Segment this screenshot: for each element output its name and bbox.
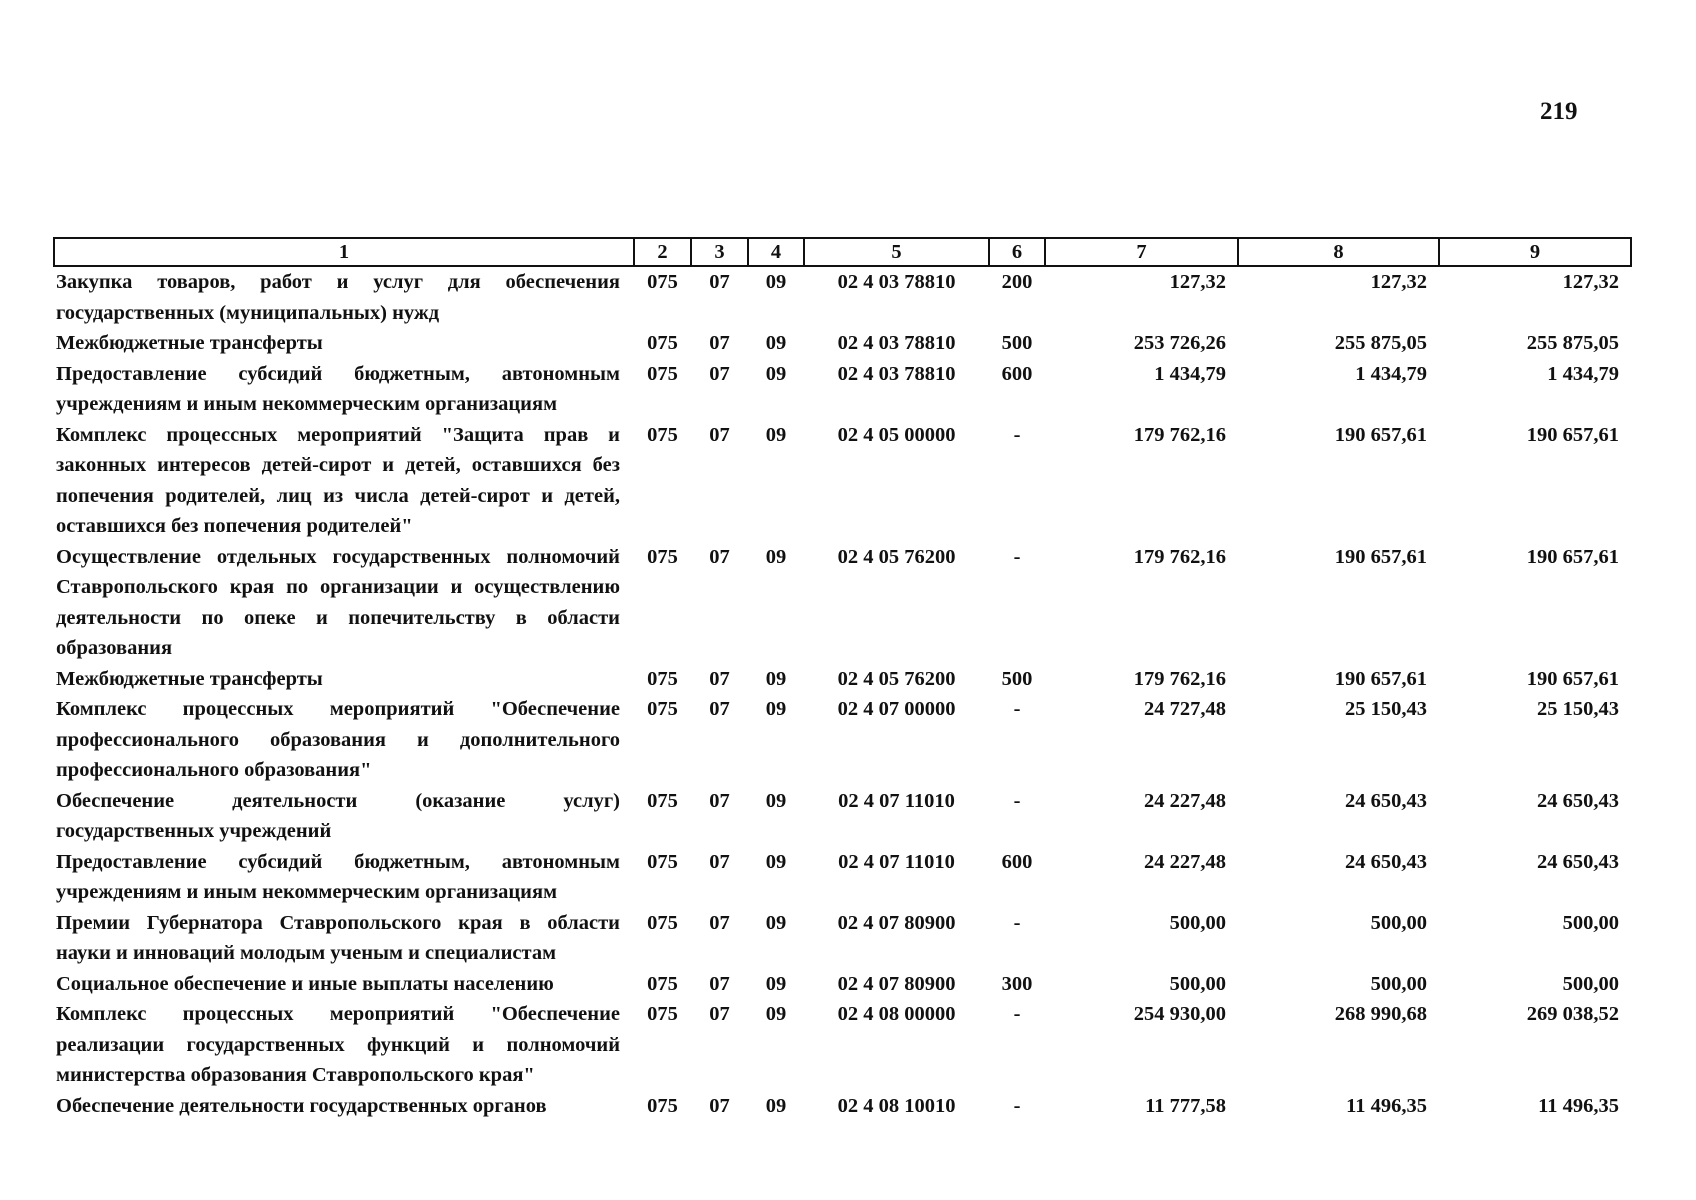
subsection-code: 09 <box>765 1003 787 1025</box>
amount-col-7: 254 930,00 <box>1133 1003 1226 1025</box>
expense-type-code: - <box>1013 789 1021 812</box>
item-name: Комплекс процессных мероприятий "Защита прав и законных интересов детей-сирот и детей, оставшихся без попечения родителей, лиц из числа детей-сирот и детей, оставшихся без попечения родителей" <box>56 423 620 537</box>
ministry-code: 075 <box>647 1003 678 1025</box>
item-name: Закупка товаров, работ и услуг для обеспечения государственных (муниципальных) нужд <box>56 271 620 324</box>
column-header: 7 <box>1045 238 1238 266</box>
section-code: 07 <box>709 362 730 385</box>
amount-col-8: 190 657,61 <box>1334 545 1427 568</box>
table-row <box>54 908 1631 969</box>
ministry-code: 075 <box>647 789 678 812</box>
section-code: 07 <box>709 271 730 293</box>
ministry-code: 075 <box>647 667 678 690</box>
section-code: 07 <box>709 1094 730 1117</box>
table-row <box>54 786 1631 847</box>
subsection-code: 09 <box>765 271 787 293</box>
subsection-code: 09 <box>765 972 787 995</box>
expense-type-code: 500 <box>1001 667 1033 690</box>
amount-col-8: 24 650,43 <box>1345 850 1427 873</box>
target-article-code: 02 4 05 76200 <box>837 667 956 690</box>
header-row <box>54 238 1631 266</box>
amount-col-7: 1 434,79 <box>1154 362 1226 385</box>
subsection-code: 09 <box>765 362 787 385</box>
item-name: Премии Губернатора Ставропольского края в области науки и инноваций молодым ученым и специалистам <box>56 911 620 964</box>
expense-type-code: - <box>1013 911 1021 934</box>
item-name: Осуществление отдельных государственных полномочий Ставропольского края по организации и осуществлению деятельности по опеке и попечительству в области образования <box>56 545 620 659</box>
ministry-code: 075 <box>647 271 678 293</box>
amount-col-9: 1 434,79 <box>1547 362 1619 385</box>
table-row <box>54 542 1631 664</box>
section-code: 07 <box>709 545 730 568</box>
target-article-code: 02 4 08 10010 <box>837 1094 956 1117</box>
column-header: 2 <box>634 238 691 266</box>
item-name: Предоставление субсидий бюджетным, автономным учреждениям и иным некоммерческим организациям <box>56 362 620 415</box>
expense-type-code: 500 <box>1001 332 1033 354</box>
amount-col-8: 127,32 <box>1370 271 1427 293</box>
column-header: 4 <box>748 238 804 266</box>
subsection-code: 09 <box>765 1094 787 1117</box>
target-article-code: 02 4 07 11010 <box>838 850 955 873</box>
table-row <box>54 420 1631 542</box>
amount-col-8: 11 496,35 <box>1346 1094 1427 1117</box>
amount-col-7: 24 227,48 <box>1144 850 1226 873</box>
table-row <box>54 847 1631 908</box>
target-article-code: 02 4 08 00000 <box>837 1003 956 1025</box>
amount-col-8: 1 434,79 <box>1355 362 1427 385</box>
ministry-code: 075 <box>647 911 678 934</box>
amount-col-7: 24 727,48 <box>1144 698 1226 720</box>
item-name: Социальное обеспечение и иные выплаты населению <box>56 972 554 995</box>
section-code: 07 <box>709 850 730 873</box>
subsection-code: 09 <box>765 789 787 812</box>
amount-col-9: 24 650,43 <box>1537 789 1619 812</box>
ministry-code: 075 <box>647 423 678 446</box>
amount-col-7: 179 762,16 <box>1133 545 1226 568</box>
subsection-code: 09 <box>765 850 787 873</box>
amount-col-9: 500,00 <box>1562 972 1619 995</box>
item-name: Комплекс процессных мероприятий "Обеспечение реализации государственных функций и полномочий министерства образования Ставропольского края" <box>56 1003 620 1086</box>
section-code: 07 <box>709 972 730 995</box>
expense-type-code: 300 <box>1001 972 1033 995</box>
table-header <box>54 238 1631 266</box>
ministry-code: 075 <box>647 332 678 354</box>
table-row <box>54 969 1631 1000</box>
ministry-code: 075 <box>647 545 678 568</box>
section-code: 07 <box>709 667 730 690</box>
amount-col-7: 179 762,16 <box>1133 667 1226 690</box>
ministry-code: 075 <box>647 698 678 720</box>
section-code: 07 <box>709 423 730 446</box>
subsection-code: 09 <box>765 332 787 354</box>
amount-col-7: 11 777,58 <box>1145 1094 1226 1117</box>
amount-col-8: 500,00 <box>1370 911 1427 934</box>
amount-col-8: 25 150,43 <box>1345 698 1427 720</box>
table-row <box>54 266 1631 328</box>
target-article-code: 02 4 07 00000 <box>837 698 956 720</box>
section-code: 07 <box>709 911 730 934</box>
amount-col-8: 268 990,68 <box>1334 1003 1427 1025</box>
column-header: 6 <box>989 238 1045 266</box>
item-name: Межбюджетные трансферты <box>56 332 323 354</box>
target-article-code: 02 4 07 11010 <box>838 789 955 812</box>
item-name: Комплекс процессных мероприятий "Обеспечение профессионального образования и дополнительного профессионального образования" <box>56 698 620 781</box>
expense-type-code: 200 <box>1001 271 1033 293</box>
column-header: 8 <box>1238 238 1439 266</box>
amount-col-9: 11 496,35 <box>1538 1094 1619 1117</box>
section-code: 07 <box>709 1003 730 1025</box>
target-article-code: 02 4 05 76200 <box>837 545 956 568</box>
amount-col-9: 24 650,43 <box>1537 850 1619 873</box>
table-row <box>54 328 1631 359</box>
ministry-code: 075 <box>647 850 678 873</box>
target-article-code: 02 4 07 80900 <box>837 911 956 934</box>
subsection-code: 09 <box>765 911 787 934</box>
table-body <box>54 266 1631 1121</box>
subsection-code: 09 <box>765 423 787 446</box>
amount-col-9: 127,32 <box>1562 271 1619 293</box>
item-name: Предоставление субсидий бюджетным, автономным учреждениям и иным некоммерческим организациям <box>56 850 620 903</box>
amount-col-9: 25 150,43 <box>1537 698 1619 720</box>
amount-col-9: 190 657,61 <box>1526 545 1619 568</box>
target-article-code: 02 4 03 78810 <box>837 271 956 293</box>
target-article-code: 02 4 07 80900 <box>837 972 956 995</box>
amount-col-8: 255 875,05 <box>1334 332 1427 354</box>
budget-table <box>53 237 1632 1121</box>
expense-type-code: - <box>1013 545 1021 568</box>
amount-col-7: 127,32 <box>1169 271 1226 293</box>
amount-col-9: 500,00 <box>1562 911 1619 934</box>
ministry-code: 075 <box>647 362 678 385</box>
expense-type-code: - <box>1013 1094 1021 1117</box>
amount-col-7: 500,00 <box>1169 972 1226 995</box>
column-header: 1 <box>54 238 634 266</box>
table-row <box>54 694 1631 786</box>
column-header: 3 <box>691 238 748 266</box>
amount-col-9: 269 038,52 <box>1526 1003 1619 1025</box>
amount-col-9: 190 657,61 <box>1526 667 1619 690</box>
section-code: 07 <box>709 698 730 720</box>
target-article-code: 02 4 03 78810 <box>837 332 956 354</box>
table-row <box>54 359 1631 420</box>
amount-col-8: 190 657,61 <box>1334 667 1427 690</box>
expense-type-code: 600 <box>1001 362 1033 385</box>
item-name: Обеспечение деятельности государственных органов <box>56 1094 547 1117</box>
ministry-code: 075 <box>647 972 678 995</box>
table-row <box>54 999 1631 1091</box>
amount-col-9: 255 875,05 <box>1526 332 1619 354</box>
amount-col-9: 190 657,61 <box>1526 423 1619 446</box>
item-name: Межбюджетные трансферты <box>56 667 323 690</box>
item-name: Обеспечение деятельности (оказание услуг) государственных учреждений <box>56 789 620 842</box>
amount-col-7: 24 227,48 <box>1144 789 1226 812</box>
section-code: 07 <box>709 789 730 812</box>
expense-type-code: - <box>1013 423 1021 446</box>
expense-type-code: 600 <box>1001 850 1033 873</box>
amount-col-8: 190 657,61 <box>1334 423 1427 446</box>
expense-type-code: - <box>1013 698 1021 720</box>
table-row <box>54 664 1631 695</box>
amount-col-7: 500,00 <box>1169 911 1226 934</box>
subsection-code: 09 <box>765 698 787 720</box>
subsection-code: 09 <box>765 545 787 568</box>
page-number: 219 <box>1540 98 1578 125</box>
amount-col-7: 253 726,26 <box>1133 332 1226 354</box>
amount-col-7: 179 762,16 <box>1133 423 1226 446</box>
section-code: 07 <box>709 332 730 354</box>
target-article-code: 02 4 03 78810 <box>837 362 956 385</box>
subsection-code: 09 <box>765 667 787 690</box>
column-header: 5 <box>804 238 989 266</box>
ministry-code: 075 <box>647 1094 678 1117</box>
table-row <box>54 1091 1631 1122</box>
target-article-code: 02 4 05 00000 <box>837 423 956 446</box>
amount-col-8: 500,00 <box>1370 972 1427 995</box>
amount-col-8: 24 650,43 <box>1345 789 1427 812</box>
column-header: 9 <box>1439 238 1631 266</box>
expense-type-code: - <box>1013 1003 1021 1025</box>
